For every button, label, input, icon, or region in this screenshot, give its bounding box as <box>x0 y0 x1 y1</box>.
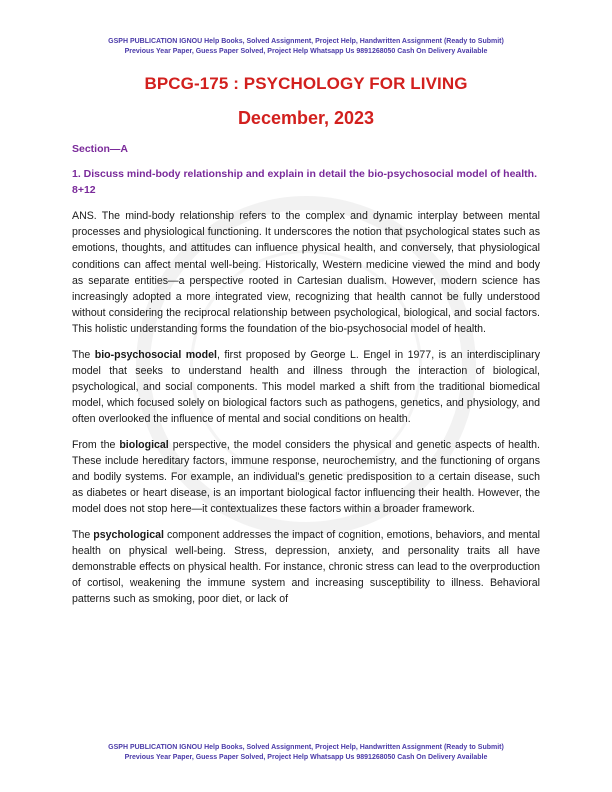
header-line-1: GSPH PUBLICATION IGNOU Help Books, Solved Assignment, Project Help, Handwritten Assignment (Ready to Submit) <box>108 38 504 45</box>
answer-paragraph-4 <box>72 527 540 608</box>
footer-line-2: Previous Year Paper, Guess Paper Solved, Project Help Whatsapp Us 9891268050 Cash On Delivery Available <box>124 754 488 761</box>
paragraph-4-rest: component addresses the impact of cognition, emotions, behaviors, and mental health on physical well-being. Stress, depression, anxiety, and personality traits all have demonstrable effects on physical health. For instance, chronic stress can lead to the overproduction of cortisol, weakening the immune system and increasing susceptibility to illness. Behavioral patterns such as smoking, poor diet, or lack of <box>72 528 540 606</box>
answer-paragraph-1: ANS. The mind-body relationship refers to the complex and dynamic interplay between mental processes and physiological functioning. It underscores the notion that psychological states such as emotions, thoughts, and attitudes can influence physical health, and conversely, that physiological conditions can affect mental well-being. Historically, Western medicine viewed the mind and body as separate entities—a perspective rooted in Cartesian dualism. However, modern science has increasingly adopted a more integrated view, recognizing that health cannot be fully understood without considering the reciprocal relationship between psychological, biological, and social factors. This holistic understanding forms the foundation of the bio-psychosocial model of health. <box>72 210 540 336</box>
answer-paragraph-3 <box>72 437 540 518</box>
document-title: BPCG-175 : PSYCHOLOGY FOR LIVING <box>144 74 468 93</box>
page-header <box>0 37 612 57</box>
paragraph-2-emphasis: bio-psychosocial model <box>94 348 217 361</box>
paragraph-3-emphasis: biological <box>119 438 169 451</box>
page-footer <box>0 743 612 763</box>
question-text: 1. Discuss mind-body relationship and explain in detail the bio-psychosocial model of health. 8+12 <box>72 168 537 196</box>
paragraph-4-emphasis: psychological <box>93 528 164 541</box>
answer-paragraph-2 <box>72 347 540 428</box>
paragraph-3-lead: From the <box>72 438 120 451</box>
paragraph-2-rest: , first proposed by George L. Engel in 1977, is an interdisciplinary model that seeks to understand health and illness through the interaction of biological, psychological, and social components. This model marked a shift from the traditional biomedical model, which focused solely on biological factors such as pathogens, genetics, and physiology, and often overlooked the influence of mental and social conditions on health. <box>72 348 540 426</box>
header-line-2: Previous Year Paper, Guess Paper Solved, Project Help Whatsapp Us 9891268050 Cash On Delivery Available <box>124 48 488 55</box>
paragraph-4-lead: The <box>72 528 94 541</box>
paragraph-3-rest: perspective, the model considers the physical and genetic aspects of health. These include hereditary factors, immune response, neurochemistry, and the functioning of organs and bodily systems. For example, an individual's genetic predisposition to a certain disease, such as diabetes or heart disease, is an important biological factor influencing their health. However, the model does not stop here—it contextualizes these factors within a broader framework. <box>72 438 540 516</box>
footer-line-1: GSPH PUBLICATION IGNOU Help Books, Solved Assignment, Project Help, Handwritten Assignment (Ready to Submit) <box>108 744 504 751</box>
paragraph-2-lead: The <box>72 348 95 361</box>
document-subtitle: December, 2023 <box>237 108 375 128</box>
section-heading: Section—A <box>72 143 129 155</box>
answer-body <box>72 208 540 617</box>
